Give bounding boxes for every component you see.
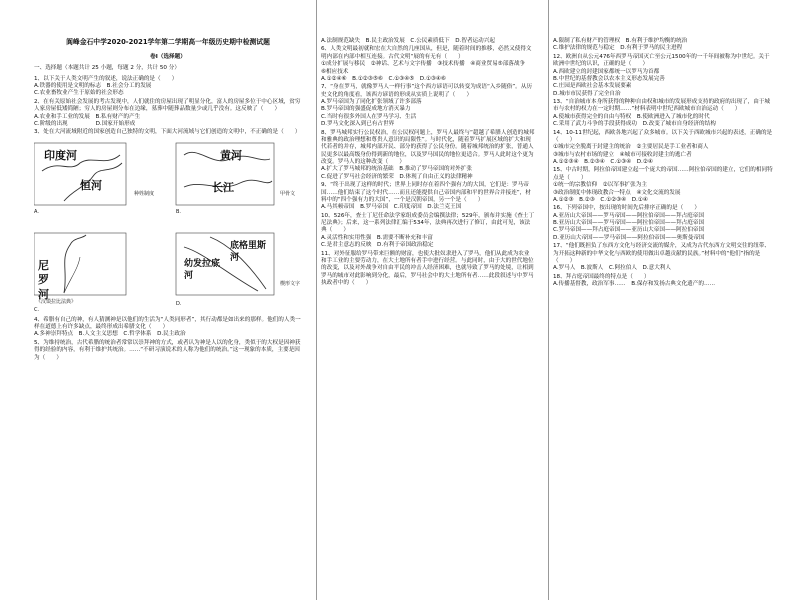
answer-option: D.亚历山大帝国——罗马帝国——阿拉伯帝国——奥斯曼帝国 <box>553 234 705 241</box>
map-letter-c: C. <box>34 306 40 313</box>
answer-option: C.当时有很多外国人在罗马学习、生活 <box>321 113 417 120</box>
column-2 <box>316 0 535 600</box>
answer-option: ①城市完全脱离于封建主的统治 ②主要居民是手工业者和商人 <box>553 144 709 151</box>
answer-option: C.庄园是西欧社会基本发展要素 <box>553 83 632 90</box>
column-3 <box>548 0 775 600</box>
answer-option: B.中世纪的基督教会以农本主义形态发展完善 <box>553 75 665 82</box>
part-heading: 卷Ⅰ（选择题） <box>150 53 186 60</box>
river-maps <box>34 141 302 316</box>
river-label-ganges: 恒河 <box>80 178 102 192</box>
question-stem: 13、“自治城市本身所获得的种种自由权和城市的发展形成支持的政府的出现了，由于城市与农村的权力在一定时期……”材料表明中世纪西欧城市自治运动（ ） <box>553 99 770 113</box>
answer-option: ③政治制度中体现政教合一特点 ④文化交流的发展 <box>553 189 681 196</box>
question-stem: 7、“身在罗马，就像罗马人一样行事”这个西方谚语可以转变为成语“入乡随俗”。从历史文化的角度看，该西方谚语的形成从实质上说明了（ ） <box>321 84 532 98</box>
answer-option: D.城市市民获得了完全自治 <box>553 90 621 97</box>
section-heading: 一、选择题（本题共计 25 小题，每题 2 分，共计 50 分） <box>34 65 180 72</box>
river-label-indus: 印度河 <box>44 148 77 162</box>
answer-option: B.亚历山大帝国——罗马帝国——阿拉伯帝国——拜占庭帝国 <box>553 220 705 226</box>
map-caption-a: 种姓制度 <box>134 190 155 197</box>
river-label-yellow: 黄河 <box>220 148 242 162</box>
question-stem: 5、为维持统治，古代希腊的统治者常常以崇拜神的方式，或者认为神是人以的化身，类似于的大权是因神获得的经验的内容，有利于维护其统治。……“不研习演说术的人称为他们的统治。”这一现象的本质，主要是因为（ ） <box>34 339 301 361</box>
question-stem: 8、罗马城邦实行公民权治，在公民权问题上，罗马人最终与“超越了希腊人创造的城邦和雅典的政治理想和尊贵人意识的局限性”。与时代化，随着罗马扩展区域的扩大和现代若者的并存，城邦内部开民、部分的获得了公民身份。随着城邦统治的扩张，普通人民更多以最高级身份得到新的地位，以及罗马国民的地位更适合。罗马人此时这个更为改变。罗马人的这种改变（ ） <box>321 129 535 165</box>
map-caption-d: 楔形文字 <box>280 280 301 287</box>
answer-option: A.罗马人 B.波斯人 C.阿拉伯人 D.意大利人 <box>553 265 671 272</box>
question-stem: 18、拜占庭帝国最终的特点是（ ） <box>553 273 650 280</box>
map-caption-c: 《汉谟拉比法典》 <box>36 298 77 305</box>
river-map-figure <box>34 141 302 316</box>
answer-option: A.①②③ B.②③ C.①②③④ D.①④ <box>553 196 648 203</box>
question-list-2 <box>321 38 535 287</box>
river-label-yangtze: 长江 <box>212 180 234 194</box>
answer-option: A.扩大了罗马城邦的统治基础 B.推动了罗马帝国的对外扩张 <box>321 166 472 173</box>
question-list-1b <box>34 317 302 362</box>
question-stem: 16、下列帝国中，按出现的时间先后排序正确的是（ ） <box>553 205 700 212</box>
column-1 <box>34 0 302 600</box>
answer-option: B.罗马帝国的强盛促成地方消灭暴力 <box>321 106 411 113</box>
river-label-tigris: 底格里斯河 <box>230 240 267 263</box>
question-stem: 9、“终于出现了这样的时代；世界上同时存在着四个强有力的大国，它们是：罗马帝国……他们结束了这个时代……而且还能提供自己帝国内部和平的世界合并接连”，材料中的“四个强有力的大国”，一个是汉朝帝国，另一个是（ ） <box>321 182 531 203</box>
answer-option: A.铁器的使用是文明的标志 B.社会分工的发展 <box>34 83 152 90</box>
question-list-1 <box>34 76 302 137</box>
answer-option: A.多神崇拜特点 B.人文主义思想 C.哲学体系 D.民主政治 <box>34 331 186 338</box>
question-stem: 3、处在大河流域附近的国家创造自己独特的文明，下面大河流域与它们创造的文明中，不正确的是（ ） <box>34 129 301 136</box>
question-stem: 12、欧洲自从公元476年西罗马帝国灭亡至公元1500年的一千年间被称为中世纪。关于欧洲中世纪的认识，正确的是（ ） <box>553 53 770 68</box>
answer-option: A.亚历山大帝国——罗马帝国——阿拉伯帝国——拜占庭帝国 <box>553 212 704 219</box>
question-stem: 15、中古时期，阿拉伯帝国建立起一个庞大的帝国……阿拉伯帝国的建立，它们的相同特点是（ ） <box>553 167 773 181</box>
question-stem: 10、526年，查士丁尼任命法学家组成委员会编撰法律；529年，颁布并实施《查士丁尼法典》；后来，这一系列法律汇编于534年，法典再次进行了修订，由此可见，该法典（ ） <box>321 212 535 234</box>
answer-option: A.马其顿帝国 B.罗马帝国 C.印度帝国 D.法兰克王国 <box>321 204 462 211</box>
question-stem: 2、在有关原始社会发展的考古发现中，人们就住的房屋出现了明显分化，富人的房屋多位于中心区域，贫穷人家房屋低矮简陋；穷人的房屋则分布在边缘，墓葬中随葬品数量少或几乎没有。这反映了（ ） <box>34 98 301 113</box>
question-stem: 17、“他们既担负了东西方文化与经济交流的媒介，又成为古代东西方文明交往的纽带、为开拓这种新的中华文化与西欧的使用做出卓越贡献的民族。”材料中的“他们”指的是（ ） <box>553 243 770 264</box>
answer-option: A.①②③④ B.②③④ C.①③④ D.②④ <box>553 159 653 165</box>
answer-option: C.维护法律的规范与稳定 D.有利于罗马的民主进程 <box>553 45 683 52</box>
answer-option: ③城市与农村市场的建立 ④城市可接收封建主的逃亡者 <box>553 151 692 158</box>
answer-option: C.采用了武力斗争的手段获得成功 D.改变了城市自身经济的结构 <box>553 121 716 128</box>
answer-option: A.西欧建立的封建国家都统一以罗马为首都 <box>553 68 660 75</box>
map-caption-b: 甲骨文 <box>280 190 296 197</box>
map-letter-b: B. <box>176 208 182 215</box>
answer-option: A.灵活性和实用性强 B.需要不断补充和丰富 <box>321 234 433 241</box>
river-label-nile: 尼罗河 <box>38 258 49 301</box>
map-letter-a: A. <box>34 208 39 215</box>
answer-option: C.农业畜牧业产生于原始的社会形态 <box>34 90 124 97</box>
answer-option: C.是君主意志的反映 D.有利于帝国政治稳定 <box>321 242 434 249</box>
question-list-3 <box>553 38 775 288</box>
answer-option: A.传播基督教，政治军事…… B.保存和发扬古典文化遗产的…… <box>553 281 716 287</box>
question-stem: 1、以下关于人类文明产生的叙述，说法正确的是（ ） <box>34 75 178 82</box>
answer-option: ①统一的宗教信仰 ②以军事扩张为主 <box>553 182 647 189</box>
map-letter-d: D. <box>176 300 182 307</box>
answer-option: D.罗马文化深入到已有占世界 <box>321 121 395 128</box>
answer-option: ①成分扩展与移民 ②神话、艺术与文字传播 ③技术传播 ④商业贸易⑤部落战争 ⑥相应技术 <box>321 61 531 75</box>
exam-title: 阆峰金石中学2020-2021学年第二学期高一年级历史期中检测试题 <box>66 38 270 46</box>
answer-option: A.农业和手工业的发展 B.私有财产的产生 <box>34 113 141 120</box>
answer-option: C.阶级的出现 D.国家开始形成 <box>34 120 136 127</box>
question-stem: 4、希腊有自己的神，有人猜测神是以他们的生活为“人类同形者”，其行动都是如出来的那样。他们的人类一样在道德上有许多缺点，最终形成出希腊文化（ ） <box>34 316 301 331</box>
answer-option: A.罗马帝国为了同化扩张领域了许多部落 <box>321 99 422 105</box>
answer-option: C.罗马帝国——拜占庭帝国——亚历山大帝国——阿拉伯帝国 <box>553 227 705 234</box>
answer-option: A.①②④⑥ B.①②③⑤⑥ C.①③④⑤ D.①③④⑥ <box>321 75 446 82</box>
answer-option: A.限制了私有财产的管理权 B.有利于维护均衡的统治 <box>553 38 688 44</box>
question-stem: 6、人类文明最初就和宏在大自然的几座国从，但是，随着时间的推移，必然又使得文明内部在内部中相互连接。古代文明“展的有无有（ ） <box>321 46 532 60</box>
answer-option: A.法制规范缺失 B.民主政治发展 C.公民素质低下 D.智者运动兴起 <box>321 38 495 44</box>
question-stem: 14、10-11世纪起，西欧各地兴起了众多城市。以下关于西欧城市兴起的表述，正确的是（ ） <box>553 129 773 143</box>
answer-option: C.促进了罗马社会经济的繁荣 D.体现了自由正义的法律精神 <box>321 173 473 180</box>
answer-option: A.使城市获得完全的自由与特权 B.使欧洲进入了城市化的时代 <box>553 113 710 120</box>
question-stem: 11、对外征服给罗马带来巨额的财富，也使大批奴隶进入了罗马，他们从此成为农业和手工业的主要劳动力，在大土地所有者手中进行经营。与此同时，由于大的世代地位的改变，以及对外战争对自由平民的冲击人经济困难，也就导致了罗马的处境，让相到罗马的城市对此影响到分化，最后，罗马社会中的大土地所有者……此段叙述与中罗马执政者中的（ ） <box>321 250 534 286</box>
river-label-euphrates: 幼发拉底河 <box>184 258 221 281</box>
